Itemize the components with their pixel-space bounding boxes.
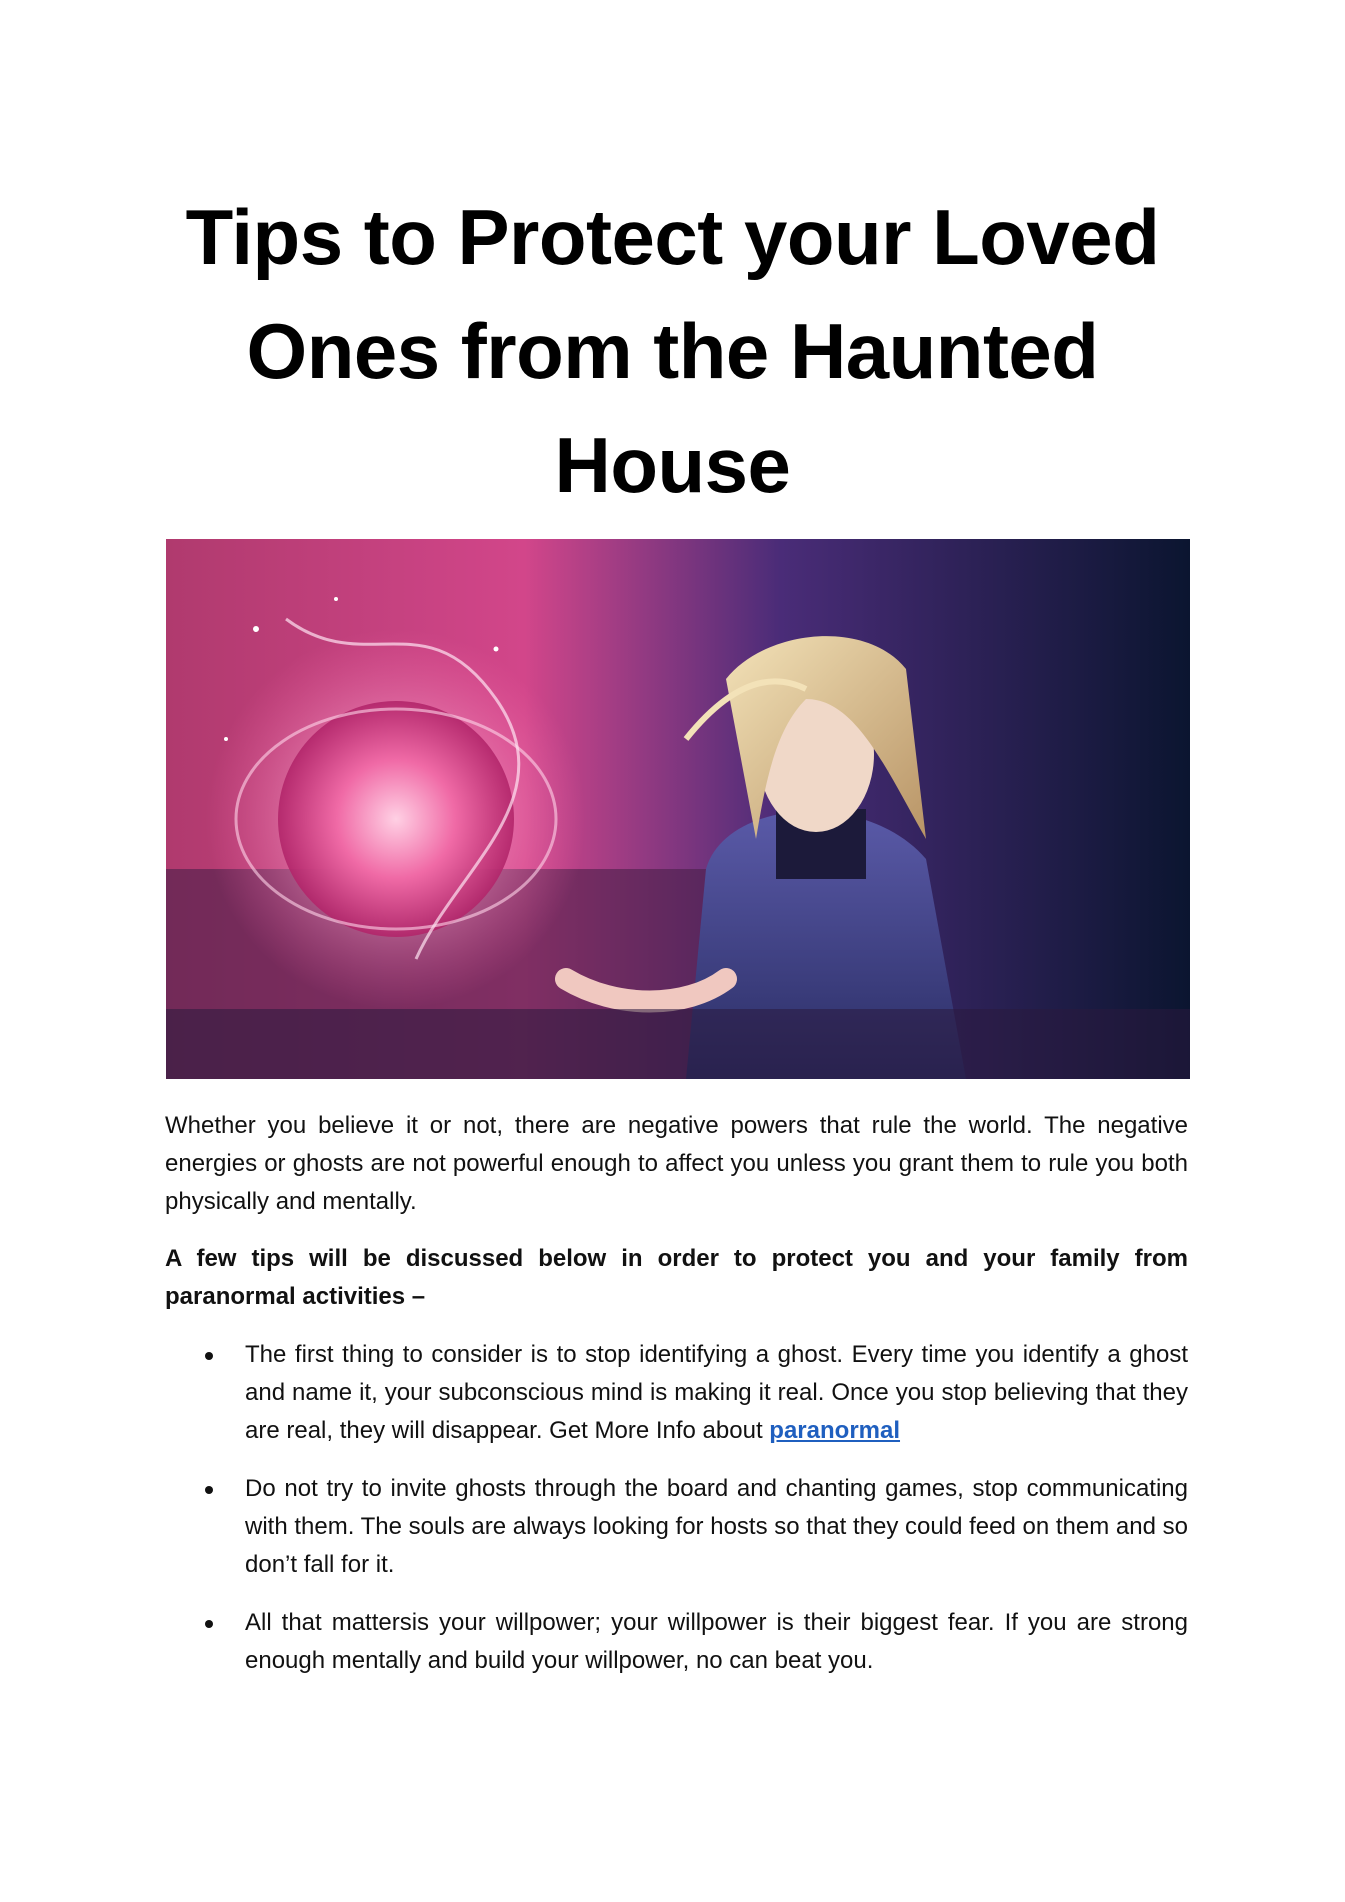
bullet-icon xyxy=(205,1620,213,1628)
tip-text: All that mattersis your willpower; your willpower is their biggest fear. If you are strong enough mentally and build your willpower, no can beat you. xyxy=(245,1609,1188,1674)
paranormal-link[interactable]: paranormal xyxy=(769,1417,901,1444)
mystic-woman-illustration xyxy=(166,539,1190,1079)
list-item xyxy=(165,1470,1188,1584)
hero-image xyxy=(166,539,1190,1079)
bullet-icon xyxy=(205,1352,213,1360)
intro-paragraph: Whether you believe it or not, there are negative powers that rule the world. The negative energies or ghosts are not powerful enough to affect you unless you grant them to rule you both physically and mentally. xyxy=(165,1112,1188,1215)
tip-text: Do not try to invite ghosts through the board and chanting games, stop communicating with them. The souls are always looking for hosts so that they could feed on them and so don’t fall for it. xyxy=(245,1475,1188,1578)
list-item xyxy=(165,1336,1188,1450)
tip-text: The first thing to consider is to stop identifying a ghost. Every time you identify a ghost and name it, your subconscious mind is making it real. Once you stop believing that they are real, they will disappear. Get More Info about xyxy=(245,1341,1188,1444)
bullet-icon xyxy=(205,1486,213,1494)
list-item xyxy=(165,1604,1188,1680)
tips-list xyxy=(165,1336,1188,1700)
page-title: Tips to Protect your Loved Ones from the Haunted House xyxy=(185,193,1160,509)
lead-paragraph: A few tips will be discussed below in order to protect you and your family from paranormal activities – xyxy=(165,1245,1188,1310)
